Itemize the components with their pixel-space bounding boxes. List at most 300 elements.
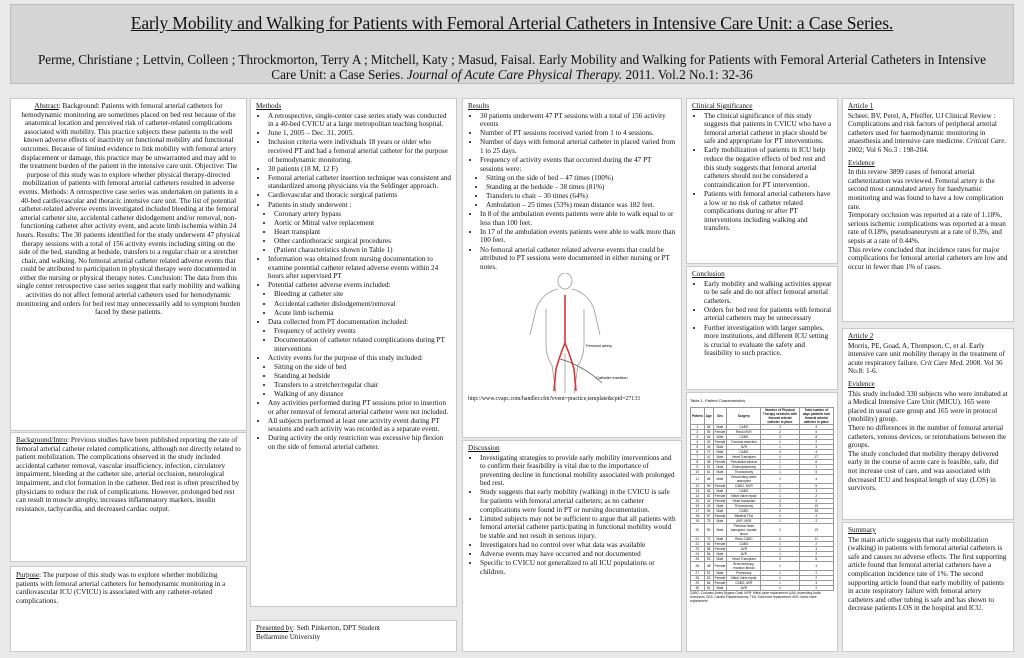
table-row [691, 561, 834, 570]
table-cell: Tracheal resection [727, 439, 761, 444]
abstract-label: Abstract [34, 102, 59, 110]
results-item: • 30 patients underwent 47 PT sessions with a total of 156 activity events [480, 112, 676, 129]
main-citation [31, 52, 993, 82]
table-cell: Thoracotomy [727, 469, 761, 474]
frequency-sublist [468, 174, 676, 210]
table-cell: 22 [691, 541, 705, 546]
table-cell: 29 [691, 580, 705, 585]
conclusion-list [692, 280, 832, 358]
table-cell: 1 [761, 580, 799, 585]
table-cell: 1 [761, 439, 799, 444]
table-cell: Male [713, 434, 727, 439]
poster-header [10, 4, 1014, 84]
table-cell: 64 [704, 434, 713, 439]
table-cell: 1 [761, 469, 799, 474]
poster-title: Early Mobility and Walking for Patients with Femoral Arterial Catheters in Intensive Care Unit: a Case Series. [130, 13, 894, 33]
table-cell: CABG, AVR [727, 580, 761, 585]
table-cell: 62 [704, 493, 713, 498]
conclusion-item: • Further investigation with larger samples, more institutions, and different ICU setting is crucial to evaluate the safety and feasibility to such practice. [704, 324, 832, 358]
table-cell: 2 [799, 570, 833, 575]
table-cell: 6 [799, 459, 833, 464]
methods-list-4 [256, 354, 451, 363]
table-cell: 19 [799, 523, 833, 536]
table-cell: 1 [761, 570, 799, 575]
results-item: • Frequency of activity events that occurred during the 47 PT sessions were: [480, 156, 676, 173]
table-cell: 4 [799, 513, 833, 518]
table-cell: 69 [704, 508, 713, 513]
table-cell: 2 [761, 429, 799, 434]
discussion-panel [462, 440, 682, 652]
table-cell: 1 [761, 459, 799, 464]
frequency-item: • Transfers to chair – 30 times (64%) [486, 192, 676, 201]
table-cell: 59 [704, 483, 713, 488]
table-cell: 9 [799, 498, 833, 503]
table-cell: Male [713, 488, 727, 493]
results-list-2 [468, 210, 676, 271]
table-cell: 53 [704, 439, 713, 444]
table-cell: CABG [727, 424, 761, 429]
table-cell: 4 [761, 454, 799, 459]
article1-ref-main: Scheer, BV, Perel, A, Pfeiffer, UJ Clinical Review : Complications and risk factors of peripheral arterial catheters used for haemodynamic monitoring in anaesthesia and intensive care medicine. [848, 111, 997, 146]
data-sublist [256, 327, 451, 353]
clinical-item: • Patients with femoral arterial catheters have a low or no risk of catheter related complications during or after PT interventions including walking and transfers. [704, 190, 832, 233]
table-cell: 27 [691, 570, 705, 575]
table-cell: 25 [691, 556, 705, 561]
discussion-item: • Limited subjects may not be sufficient to argue that all patients with femoral arterial catheter participating in functional mobility would be stable and not result in serious injury. [480, 515, 676, 541]
table-cell: Redo MVR [727, 429, 761, 434]
results-item: • In 8 of the ambulation events patients were able to walk equal to or less than 100 feet. [480, 210, 676, 227]
table-cell: Male [713, 551, 727, 556]
table-cell: 1 [761, 474, 799, 483]
discussion-item: • Study suggests that early mobility (walking) in the CVICU is safe for patients with femoral arterial catheters; as no catheter complications were found in PT or nursing documentation. [480, 488, 676, 514]
table-header-cell: Surgery [727, 407, 761, 424]
table-header-cell: Total number of days patients had femoral arterial catheter in place [799, 407, 833, 424]
table-cell: 14 [691, 493, 705, 498]
table-cell: 1 [761, 575, 799, 580]
table-cell: 1 [761, 493, 799, 498]
table-cell: Female [714, 483, 726, 488]
table-cell: 1 [761, 585, 799, 590]
methods-item: • Activity events for the purpose of this study included: [268, 354, 451, 363]
figure-label-insertion: Catheter insertion [596, 375, 628, 381]
table-cell: Female [714, 546, 726, 551]
results-item: • No femoral arterial catheter related adverse events that could be attributed to PT sessions were documented in either nursing or PT notes. [480, 246, 676, 272]
table-cell: 3 [761, 434, 799, 439]
table-cell: 25 [799, 508, 833, 513]
table-cell: 3 [761, 503, 799, 508]
purpose-panel [10, 566, 247, 652]
table-cell: Female [714, 580, 726, 585]
table-cell: 2 [799, 518, 833, 523]
presenter-school: Bellarmine University [256, 632, 321, 641]
activity-item: • Walking of any distance [274, 390, 451, 399]
article1-evidence-heading: Evidence [848, 158, 875, 167]
table-cell: 17 [691, 508, 705, 513]
activity-item: • Transfers to a stretcher/regular chair [274, 381, 451, 390]
table-cell: 51 [704, 570, 713, 575]
table-cell: Thoracotomy [727, 503, 761, 508]
evidence-line: The study concluded that mobility therapy delivered early in the course of acute care is feasible, safe, did not increase cost of care, and was associated with decreased ICU and hospital length of stay (LOS) in survivors. [848, 449, 999, 493]
table-cell: Mitral Valve repair [727, 575, 761, 580]
results-panel [462, 98, 682, 438]
table-cell: 6 [691, 449, 705, 454]
table-cell: 48 [704, 459, 713, 464]
clinical-item: • The clinical significance of this study suggests that patients in CVICU who have a femoral arterial catheter in place should be safe and appropriate for PT interventions. [704, 112, 832, 146]
article1-panel [842, 98, 1014, 322]
discussion-item: • Investigating strategies to provide early mobility interventions and to confirm their feasibility is vital due to the importance of preventing decline in functional mobility associated with prolonged bed rest. [480, 454, 676, 488]
table-cell: 18 [691, 513, 705, 518]
purpose-label: Purpose [16, 571, 40, 579]
abstract-text: : Background: Patients with femoral arterial catheters for hemodynamic monitoring are sometimes placed on bed rest because of the anatomical location and perceived risk of catheter-related complications associated with mobility. This practice subjects these patients to the well known adverse effects of inactivity on functional mobility and functional outcomes. Because of limited evidence to link mobility with femoral artery displacement or damage, this practice may be unwarranted and may add to the treatment burden of the patient in the intensive care unit. Objective: The purpose of this study was to explore whether physical therapy-directed mobilization of patients with femoral arterial catheters resulted in adverse events. Methods: A retrospective case series was undertaken on patients in a 40-bed cardiovascular and thoracic intensive care unit. The list of potential catheter-related adverse events investigated included bleeding at the femoral arterial catheter site, accidental catheter dislodgement and/or removal, non-functioning catheter after activity event, and acute limb ischemia within 24 hours. Results: The 30 patients identified for the study underwent 47 physical therapy sessions with a total of 156 activity events including sitting on the side of the bed, standing at bedside, transfers to a regular chair or a stretcher chair, and walking. No femoral arterial catheter related adverse events that could be attributed to participation in physical therapy were documented in either the nursing or physical therapy notes. Conclusion: The data from this single center retrospective case series suggest that early mobility and walking activities do not affect femoral arterial catheters used for hemodynamic monitoring and orders for bed rest may unnecessarily add to symptom burden faced by these patients. [16, 102, 241, 317]
table-cell: 66 [704, 580, 713, 585]
table-cell: CABG, MVR [727, 483, 761, 488]
table-header-cell: Number of Physical Therapy sessions with femoral arterial catheter in place [762, 407, 798, 424]
evidence-line: There no differences in the number of femoral arterial catheters, venous devices, or reintubations between the groups. [848, 423, 1007, 450]
table-cell: Female [714, 575, 726, 580]
methods-list-3 [256, 318, 451, 327]
table-cell: 1 [761, 551, 799, 556]
table-cell: 58 [704, 546, 713, 551]
table-cell: 66 [704, 488, 713, 493]
table-cell: 2 [799, 439, 833, 444]
table-cell: 60 [704, 541, 713, 546]
purpose-text: : The purpose of this study was to explore whether mobilizing patients with femoral arterial catheters for hemodynamic monitoring in a cardiovascular ICU (CVICU) is associated with any catheter-related complications. [16, 571, 226, 605]
table-cell: 1 [691, 424, 705, 429]
table-cell: AVR [727, 444, 761, 449]
abstract-panel [10, 98, 247, 431]
table1-caption: Table 1. Patient Characteristics [690, 398, 746, 403]
frequency-item: • Sitting on the side of bed – 47 times (100%) [486, 174, 676, 183]
table-cell: Male [713, 444, 727, 449]
table-cell: 26 [691, 561, 705, 570]
summary-heading: Summary [848, 526, 876, 534]
table-cell: 2 [799, 493, 833, 498]
table-cell: Male [713, 449, 727, 454]
table-cell: Cholecystectomy [727, 464, 761, 469]
adverse-event-item: • Acute limb ischemia [274, 309, 451, 318]
table-cell: AVR [727, 585, 761, 590]
discussion-list [468, 454, 676, 577]
table-cell: 1 [761, 518, 799, 523]
table-cell: 23 [691, 546, 705, 551]
table-cell: 28 [691, 575, 705, 580]
table-cell: Previous heart transplant, hepatic shunt [727, 523, 761, 536]
table-cell: Bronchoscopy, excision fibroid [727, 561, 761, 570]
surgery-item: • Aortic or Mitral valve replacement [274, 219, 451, 228]
methods-list [256, 112, 451, 210]
article1-evidence [848, 168, 1008, 271]
article2-ref-journal: Crit Care Med. [920, 358, 965, 367]
table-cell: Female [714, 459, 726, 464]
table-cell: 30 [691, 585, 705, 590]
methods-item: • During activity the only restriction was excessive hip flexion on the side of femoral arterial catheter. [268, 434, 451, 451]
table-cell: 3 [691, 434, 705, 439]
table-cell: 1 [761, 488, 799, 493]
table-cell: 21 [691, 536, 705, 541]
table-cell: Male [713, 464, 727, 469]
table-cell: 2 [799, 551, 833, 556]
surgery-item: • Heart transplant [274, 228, 451, 237]
table-row [691, 523, 834, 536]
table-cell: Bilateral TKA [727, 513, 761, 518]
article2-evidence-heading: Evidence [848, 379, 875, 388]
table-cell: 5 [799, 429, 833, 434]
table-cell: 1 [761, 464, 799, 469]
table-cell: 48 [704, 561, 713, 570]
table-cell: 3 [799, 546, 833, 551]
table-header-row [691, 407, 834, 424]
table-cell: Descending aortic aneurysm [727, 474, 761, 483]
table-cell: Male [713, 570, 727, 575]
figure-url: http://www.cvapc.com/handler.cfm?event=practice,template&cpid=27133 [468, 396, 640, 403]
results-heading: Results [468, 102, 490, 110]
table-cell: 19 [691, 518, 705, 523]
table-cell: 5 [691, 444, 705, 449]
summary-panel [842, 522, 1014, 652]
article2-reference [848, 342, 1008, 376]
results-list [468, 112, 676, 174]
table-cell: AVR [727, 546, 761, 551]
methods-item: • June 1, 2005 – Dec. 31, 2005. [268, 129, 451, 138]
surgery-item: • Coronary artery bypass [274, 210, 451, 219]
table-cell: 2 [761, 513, 799, 518]
article1-reference [848, 112, 1008, 155]
data-item: • Frequency of activity events [274, 327, 451, 336]
table-cell: 5 [799, 469, 833, 474]
table-cell: 55 [704, 429, 713, 434]
table-cell: Female [714, 498, 726, 503]
article2-ref-end: 2008. Vol 36 No.8: 1-6. [848, 358, 1003, 376]
table-cell: 2 [761, 508, 799, 513]
table-cell: 1 [799, 464, 833, 469]
table-cell: 75 [704, 518, 713, 523]
adverse-event-item: • Bleeding at catheter site [274, 290, 451, 299]
table1-panel [686, 392, 838, 652]
surgery-item: • (Patient characteristics shown in Table 1) [274, 246, 451, 255]
methods-heading: Methods [256, 102, 282, 110]
table-cell: 2 [799, 585, 833, 590]
table1-footnote: CABG: Coronary Artery Bypass Graft; MVR: Mitral valve replacement; AAA: Ascending Aortic Aneurysm; CEA: Carotid Endarterectomy; TKA: Total knee replacement; AVR: Aortic valve replacement [690, 590, 821, 603]
table-cell: 2 [799, 575, 833, 580]
article2-evidence [848, 390, 1008, 493]
table-cell: 56 [704, 551, 713, 556]
table-cell: Pericardial window [727, 459, 761, 464]
table-cell: 9 [691, 464, 705, 469]
table-cell: Heart Transplant [727, 454, 761, 459]
table-cell: 24 [691, 551, 705, 556]
presenter-panel [250, 620, 457, 652]
table-cell: 72 [704, 536, 713, 541]
table-cell: 3 [799, 488, 833, 493]
presenter-label: Presented by [256, 624, 293, 632]
discussion-item: • Investigators had no control over what data was available [480, 541, 676, 550]
table-cell: 5 [799, 483, 833, 488]
methods-item: • Patients in study underwent : [268, 201, 451, 210]
table-cell: 11 [691, 474, 705, 483]
methods-item: • Cardiovascular and thoracic surgical patients [268, 191, 451, 200]
methods-panel [250, 98, 457, 607]
table-cell: Female [714, 513, 726, 518]
article2-heading: Article 2 [848, 332, 874, 340]
clinical-item: • Early mobilization of patients in ICU help reduce the negative effects of bed rest and this study suggests that femoral arterial catheters should not be considered a contraindication for PT intervention. [704, 146, 832, 189]
table-cell: CABG [727, 434, 761, 439]
article1-heading: Article 1 [848, 102, 874, 110]
table-cell: Female [714, 493, 726, 498]
conclusion-item: • Orders for bed rest for patients with femoral arterial catheters may be unnecessary [704, 306, 832, 323]
table-cell: 3 [761, 424, 799, 429]
table-cell: 12 [691, 483, 705, 488]
citation-end: 2011. Vol.2 No.1: 32-36 [622, 67, 753, 82]
surgery-sublist [256, 210, 451, 255]
clinical-heading: Clinical Significance [692, 102, 753, 110]
background-text: : Previous studies have been published reporting the rate of femoral arterial catheter related complications, although not directly related to patient mobilization. The complications observed in the study included accidental catheter removal, vascular insufficiency, infection, circulatory impairment, bleeding at the catheter site, arterial occlusion, neurological impairment, and clot formation in the catheter. Bed rest is often prescribed by physicians to reduce the risk of complications. However, prolonged bed rest can result in muscle atrophy, increases inflammatory markers, insulin resistance, tachycardia, and decreased cardiac output. [16, 436, 241, 513]
background-label: Background/Intro [16, 436, 68, 444]
table-cell: Redo CABG [727, 536, 761, 541]
table-cell: CABG [727, 449, 761, 454]
article1-ref-journal: Critical Care. [966, 137, 1007, 146]
table-cell: Mitral Valve repair [727, 493, 761, 498]
table-cell: 8 [799, 556, 833, 561]
table-cell: 2 [761, 449, 799, 454]
figure-label-catheter: Femoral artery [586, 343, 613, 349]
table-cell: 10 [691, 469, 705, 474]
table-cell: 2 [799, 541, 833, 546]
evidence-line: This study included 330 subjects who were intubated at a Medical Intensive Care Unit (MICU). 165 were placed in usual care group and 165 were in protocol (mobility) group. [848, 389, 1008, 424]
methods-item: • 30 patients (18 M, 12 F) [268, 165, 451, 174]
methods-item: • Femoral arterial catheter insertion technique was consistent and standardized among physicians via the Seldinger approach. [268, 174, 451, 191]
table-cell: 51 [704, 464, 713, 469]
figure-head [558, 273, 572, 289]
patient-table [690, 407, 834, 591]
table-cell: Male [713, 518, 727, 523]
table-cell: 4 [799, 561, 833, 570]
methods-item: • Potential catheter adverse events included: [268, 281, 451, 290]
table-cell: Female [713, 561, 727, 570]
table-cell: Male [713, 454, 727, 459]
results-item: • Number of days with femoral arterial catheter in placed varied from 1 to 25 days. [480, 138, 676, 155]
table-cell: 15 [691, 498, 705, 503]
activity-item: • Sitting on the side of bed [274, 363, 451, 372]
table-cell: Heart transplant [727, 498, 761, 503]
methods-item: • Inclusion criteria were individuals 18 years or older who received PT and had a femoral arterial catheter for the purpose of hemodynamic monitoring. [268, 138, 451, 164]
frequency-item: • Standing at the bedside – 38 times (81%) [486, 183, 676, 192]
article2-ref-main: Morris, PE, Goad, A, Thompson, C, et al. Early intensive care unit mobility therapy in the treatment of acute respiratory failure. [848, 341, 1005, 367]
article1-ref-end: 2002; Vol 6 No.3 : 198-204. [848, 145, 929, 154]
table-cell: Male [713, 469, 727, 474]
table-cell: 44 [704, 444, 713, 449]
table-cell: 63 [704, 575, 713, 580]
discussion-heading: Discussion [468, 444, 500, 452]
methods-item: • Information was obtained from nursing documentation to examine potential catheter related adverse events within 24 hours after supervised PT [268, 255, 451, 281]
summary-text: The main article suggests that early mobilization (walking) in patients with femoral arterial catheters is safe and causes no adverse effects. The first supporting article found that femoral arterial catheters have a complication incidence rate of 1%. The second supporting article found that early mobility of patients in acute respiratory failure with femoral artery catheters and other tubing is safe and has shown to decrease patients LOS in the hospital and ICU. [848, 535, 1007, 613]
table-cell: Male [713, 556, 727, 561]
frequency-item: • Ambulation – 25 times (53%) mean distance was 182 feet. [486, 201, 676, 210]
table-cell: Male [713, 508, 727, 513]
table-cell: 8 [799, 434, 833, 439]
table-header-cell: Sex [713, 407, 727, 424]
table-row [691, 474, 834, 483]
table-cell: 61 [704, 469, 713, 474]
table-cell: 1 [761, 541, 799, 546]
table-cell: 1 [761, 546, 799, 551]
table-cell: Female [714, 439, 726, 444]
evidence-line: This review concluded that incidence rates for major complications for femoral arterial catheters are low and occur in fewer than 1% of cases. [848, 245, 1008, 271]
presenter-name: : Seth Pinkerton, DPT Student [292, 624, 381, 632]
table-cell: 4 [799, 449, 833, 454]
results-item: • Number of PT sessions received varied from 1 to 4 sessions. [480, 129, 676, 138]
conclusion-heading: Conclusion [692, 270, 725, 278]
table-cell: 68 [704, 474, 713, 483]
table-cell: 49 [704, 503, 713, 508]
adverse-sublist [256, 290, 451, 317]
table-cell: 11 [799, 536, 833, 541]
table-cell: 16 [691, 503, 705, 508]
table-cell: CABG [727, 541, 761, 546]
table-cell: Male [713, 585, 727, 590]
table-cell: Male [713, 536, 727, 541]
citation-journal: Journal of Acute Care Physical Therapy. [406, 67, 623, 82]
femoral-catheter-figure [502, 273, 642, 393]
methods-item: • All subjects performed at least one activity event during PT sessions and each activity was recorded as a separate event. [268, 417, 451, 434]
conclusion-item: • Early mobility and walking activities appear to be safe and do not affect femoral arterial catheters. [704, 280, 832, 306]
clinical-list [692, 112, 832, 233]
table-cell: 1 [761, 561, 799, 570]
activity-sublist [256, 363, 451, 399]
table-cell: 3 [799, 444, 833, 449]
data-item: • Documentation of catheter related complications during PT interventions [274, 336, 451, 353]
table-cell: 53 [704, 556, 713, 561]
discussion-item: • Adverse events may have occurred and not documented [480, 550, 676, 559]
table-cell: 42 [704, 498, 713, 503]
article2-panel [842, 328, 1014, 520]
table-cell: 2 [761, 483, 799, 488]
table-cell: AVR [727, 551, 761, 556]
table-cell: 3 [761, 498, 799, 503]
table-cell: 50 [704, 523, 713, 536]
evidence-line: In this review 3899 cases of femoral arterial catheterization was reviewed. Femoral artery is the second most cannulated artery for haedynamic monitoring and was found to have a low complication rate. [848, 168, 1004, 211]
table-cell: AVR, MVR [727, 518, 761, 523]
methods-item: • Data collected from PT documentation included: [268, 318, 451, 327]
conclusion-panel [686, 266, 838, 390]
table-cell: Pulmonary [727, 570, 761, 575]
background-panel [10, 432, 247, 562]
table-cell: 61 [704, 585, 713, 590]
table-cell: 4 [761, 536, 799, 541]
table-cell: 3 [761, 556, 799, 561]
table-body [691, 424, 834, 590]
clinical-panel [686, 98, 838, 264]
adverse-event-item: • Accidental catheter dislodgement/removal [274, 300, 451, 309]
table-cell: 2 [761, 523, 799, 536]
table-cell: Heart Transplant [727, 556, 761, 561]
table-cell: Female [714, 541, 726, 546]
table-cell: 67 [704, 513, 713, 518]
table-cell: 2 [691, 429, 705, 434]
table-cell: Female [714, 429, 726, 434]
table-cell: 17 [799, 454, 833, 459]
citation-main: Perme, Christiane ; Lettvin, Colleen ; Throckmorton, Terry A ; Mitchell, Katy ; Masud, Faisal. Early Mobility and Walking for Patients with Femoral Arterial Catheters in Intensive Care Unit: a Case Series. [37, 52, 987, 82]
table-cell: 13 [691, 488, 705, 493]
table-cell: 66 [704, 424, 713, 429]
methods-item: • Any activities performed during PT sessions prior to insertion or after removal of femoral arterial catheter were not included. [268, 399, 451, 416]
table-cell: 3 [799, 580, 833, 585]
table-cell: Male [713, 503, 727, 508]
table-cell: 20 [691, 523, 705, 536]
table-cell: 72 [704, 449, 713, 454]
methods-list-5 [256, 399, 451, 452]
table-cell: 4 [799, 474, 833, 483]
table-cell: 4 [799, 424, 833, 429]
